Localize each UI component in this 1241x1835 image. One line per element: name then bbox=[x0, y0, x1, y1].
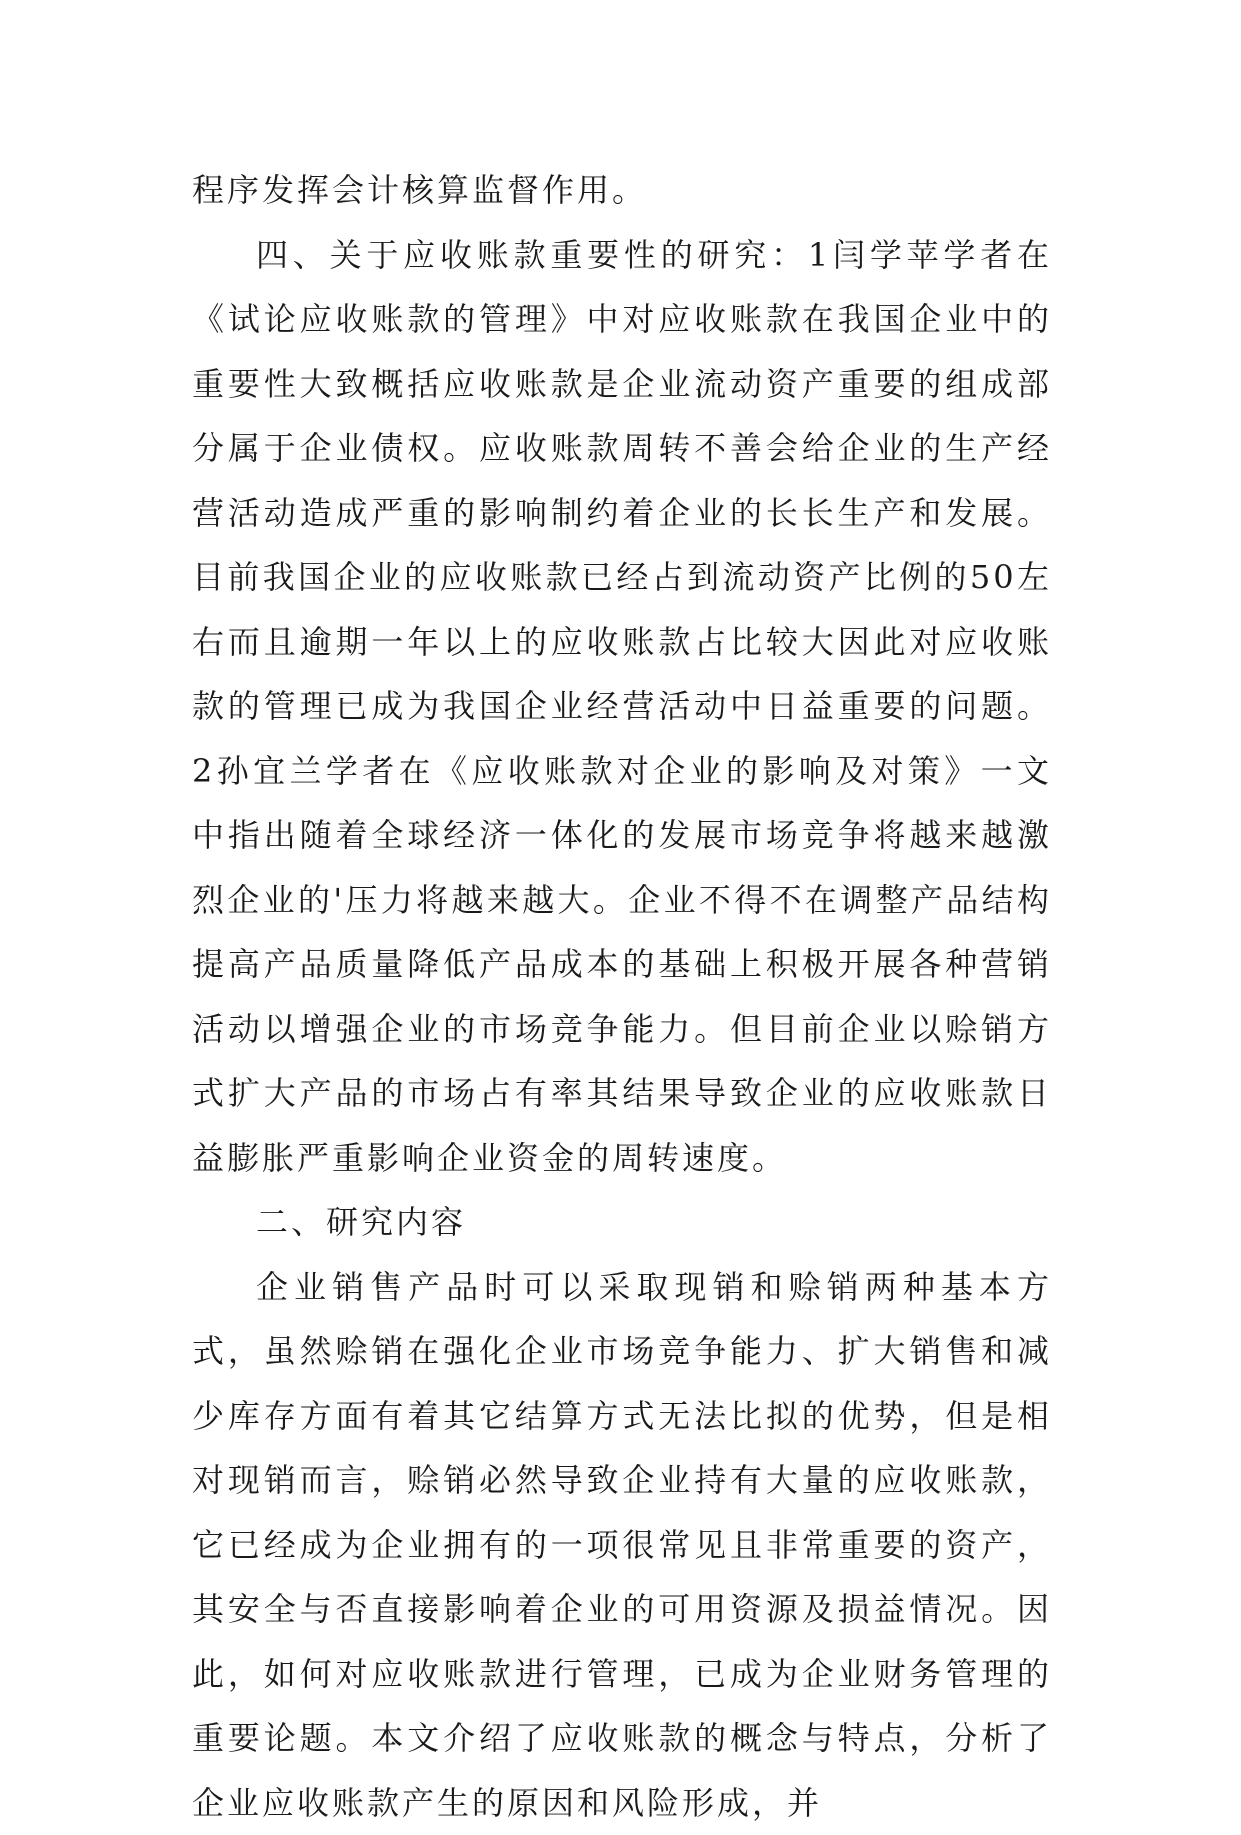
paragraph-research-importance: 四、关于应收账款重要性的研究：1闫学苹学者在《试论应收账款的管理》中对应收账款在我国企业中的重要性大致概括应收账款是企业流动资产重要的组成部分属于企业债权。应收账款周转不善会给企业的生产经营活动造成严重的影响制约着企业的长长生产和发展。目前我国企业的应收账款已经占到流动资产比例的50左右而且逾期一年以上的应收账款占比较大因此对应收账款的管理已成为我国企业经营活动中日益重要的问题。2孙宜兰学者在《应收账款对企业的影响及对策》一文中指出随着全球经济一体化的发展市场竞争将越来越激烈企业的'压力将越来越大。企业不得不在调整产品结构提高产品质量降低产品成本的基础上积极开展各种营销活动以增强企业的市场竞争能力。但目前企业以赊销方式扩大产品的市场占有率其结果导致企业的应收账款日益膨胀严重影响企业资金的周转速度。 bbox=[192, 223, 1052, 1191]
paragraph-continuation: 程序发挥会计核算监督作用。 bbox=[192, 158, 1052, 223]
paragraph-research-content: 企业销售产品时可以采取现销和赊销两种基本方式，虽然赊销在强化企业市场竞争能力、扩大销售和减少库存方面有着其它结算方式无法比拟的优势，但是相对现销而言，赊销必然导致企业持有大量的应收账款，它已经成为企业拥有的一项很常见且非常重要的资产，其安全与否直接影响着企业的可用资源及损益情况。因此，如何对应收账款进行管理，已成为企业财务管理的重要论题。本文介绍了应收账款的概念与特点，分析了企业应收账款产生的原因和风险形成，并 bbox=[192, 1255, 1052, 1835]
document-body bbox=[192, 158, 1052, 1835]
section-heading-research-content: 二、研究内容 bbox=[192, 1190, 1052, 1255]
